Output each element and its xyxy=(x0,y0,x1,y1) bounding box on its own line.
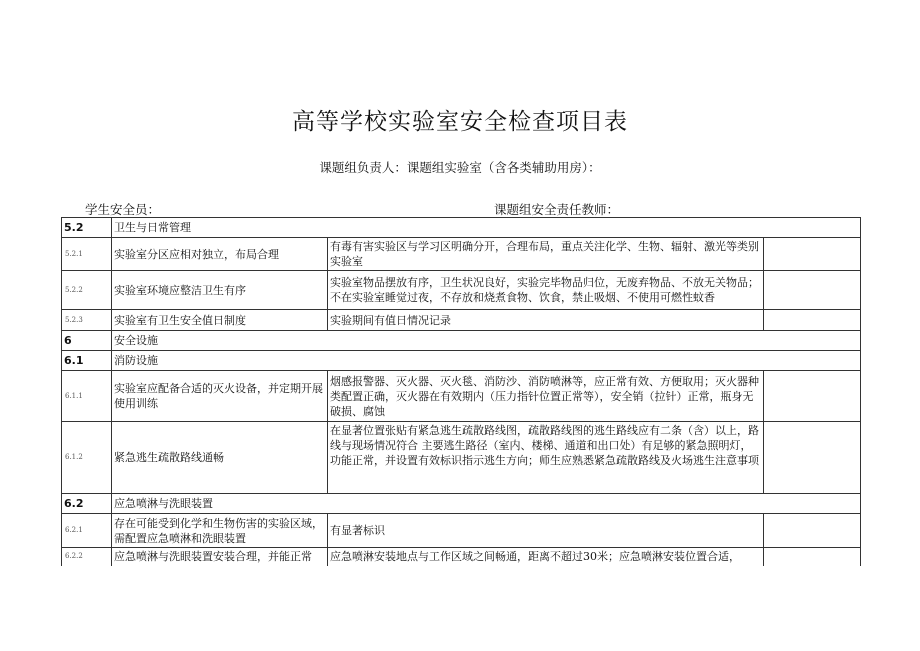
item-requirement: 应急喷淋与洗眼装置安装合理，并能正常 xyxy=(112,548,328,566)
section-row xyxy=(62,494,861,514)
result-cell[interactable] xyxy=(764,271,861,310)
section-title: 应急喷淋与洗眼装置 xyxy=(112,494,861,514)
item-number: 5.2.1 xyxy=(62,238,112,271)
item-requirement: 实验室有卫生安全值日制度 xyxy=(112,310,328,331)
item-number: 6.1.2 xyxy=(62,422,112,494)
section-row xyxy=(62,218,861,238)
result-cell[interactable] xyxy=(764,238,861,271)
item-content: 有显著标识 xyxy=(328,514,764,548)
table-row xyxy=(62,310,861,331)
result-cell[interactable] xyxy=(764,371,861,422)
inspection-table xyxy=(61,217,861,566)
subtitle: 课题组负责人：课题组实验室（含各类辅助用房）： xyxy=(319,160,601,175)
section-number: 6 xyxy=(62,331,112,351)
item-requirement: 实验室环境应整洁卫生有序 xyxy=(112,271,328,310)
section-title: 消防设施 xyxy=(112,351,861,371)
item-content: 有毒有害实验区与学习区明确分开，合理布局，重点关注化学、生物、辐射、激光等类别实验室 xyxy=(328,238,764,271)
section-number: 6.1 xyxy=(62,351,112,371)
result-cell[interactable] xyxy=(764,422,861,494)
student-safety-officer-label: 学生安全员： xyxy=(85,202,161,217)
section-title: 卫生与日常管理 xyxy=(112,218,861,238)
item-number: 6.2.1 xyxy=(62,514,112,548)
item-requirement: 实验室分区应相对独立，布局合理 xyxy=(112,238,328,271)
table-row xyxy=(62,422,861,494)
item-number: 5.2.2 xyxy=(62,271,112,310)
table-row xyxy=(62,238,861,271)
item-requirement: 存在可能受到化学和生物伤害的实验区域，需配置应急喷淋和洗眼装置 xyxy=(112,514,328,548)
item-requirement: 紧急逃生疏散路线通畅 xyxy=(112,422,328,494)
table-row xyxy=(62,514,861,548)
result-cell[interactable] xyxy=(764,548,861,566)
result-cell[interactable] xyxy=(764,310,861,331)
item-requirement: 实验室应配备合适的灭火设备，并定期开展使用训练 xyxy=(112,371,328,422)
item-content: 实验期间有值日情况记录 xyxy=(328,310,764,331)
section-number: 6.2 xyxy=(62,494,112,514)
result-cell[interactable] xyxy=(764,514,861,548)
teacher-safety-officer-label: 课题组安全责任教师： xyxy=(494,202,620,217)
page-title: 高等学校实验室安全检查项目表 xyxy=(292,109,628,135)
item-content: 应急喷淋安装地点与工作区域之间畅通，距离不超过30米；应急喷淋安装位置合适， xyxy=(328,548,764,566)
item-number: 6.2.2 xyxy=(62,548,112,566)
item-content: 烟感报警器、灭火器、灭火毯、消防沙、消防喷淋等，应正常有效、方便取用；灭火器种类配置正确，灭火器在有效期内（压力指针位置正常等），安全销（拉针）正常，瓶身无破损、腐蚀 xyxy=(328,371,764,422)
section-row xyxy=(62,351,861,371)
section-number: 5.2 xyxy=(62,218,112,238)
table-row xyxy=(62,271,861,310)
item-content: 在显著位置张贴有紧急逃生疏散路线图，疏散路线图的逃生路线应有二条（含）以上，路线与现场情况符合 主要逃生路径（室内、楼梯、通道和出口处）有足够的紧急照明灯，功能正常，并设置有效标识指示逃生方向；师生应熟悉紧急疏散路线及火场逃生注意事项 xyxy=(328,422,764,494)
table-row xyxy=(62,548,861,566)
section-title: 安全设施 xyxy=(112,331,861,351)
table-row xyxy=(62,371,861,422)
item-number: 6.1.1 xyxy=(62,371,112,422)
item-number: 5.2.3 xyxy=(62,310,112,331)
section-row xyxy=(62,331,861,351)
item-content: 实验室物品摆放有序，卫生状况良好，实验完毕物品归位，无废弃物品、不放无关物品；不在实验室睡觉过夜，不存放和烧煮食物、饮食，禁止吸烟、不使用可燃性蚊香 xyxy=(328,271,764,310)
